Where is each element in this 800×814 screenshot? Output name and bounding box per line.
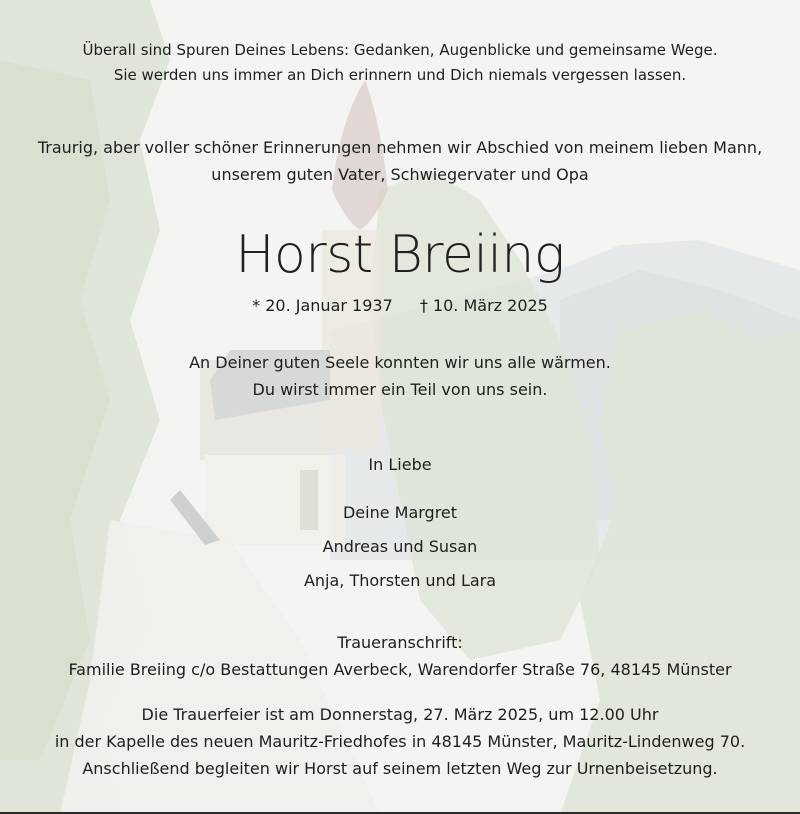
funeral-details bbox=[0, 701, 800, 782]
deceased-name: Horst Breiing bbox=[235, 225, 565, 285]
verse-line: Sie werden uns immer an Dich erinnern und Dich niemals vergessen lassen. bbox=[113, 66, 687, 84]
birth-date: * 20. Januar 1937 bbox=[252, 296, 393, 315]
opening-verse bbox=[0, 38, 800, 88]
death-date: † 10. März 2025 bbox=[419, 296, 548, 315]
quote-line: An Deiner guten Seele konnten wir uns alle wärmen. bbox=[189, 353, 611, 372]
family-member: Deine Margret bbox=[342, 503, 458, 522]
intro-line: unserem guten Vater, Schwiegervater und Opa bbox=[211, 165, 589, 184]
farewell-intro bbox=[0, 134, 800, 188]
ceremony-line: Die Trauerfeier ist am Donnerstag, 27. März 2025, um 12.00 Uhr bbox=[141, 705, 659, 724]
family-member: Andreas und Susan bbox=[322, 537, 478, 556]
ceremony-line: in der Kapelle des neuen Mauritz-Friedhofes in 48145 Münster, Mauritz-Lindenweg 70. bbox=[54, 732, 746, 751]
closing-phrase: In Liebe bbox=[368, 455, 432, 474]
verse-line: Überall sind Spuren Deines Lebens: Gedanken, Augenblicke und gemeinsame Wege. bbox=[82, 41, 718, 59]
mourning-address bbox=[0, 629, 800, 683]
memorial-quote bbox=[0, 349, 800, 403]
life-dates bbox=[0, 293, 800, 319]
family-member: Anja, Thorsten und Lara bbox=[303, 571, 497, 590]
ceremony-line: Anschließend begleiten wir Horst auf seinem letzten Weg zur Urnenbeisetzung. bbox=[82, 759, 718, 778]
family-signatures bbox=[0, 496, 800, 598]
quote-line: Du wirst immer ein Teil von uns sein. bbox=[252, 380, 548, 399]
intro-line: Traurig, aber voller schöner Erinnerungen nehmen wir Abschied von meinem lieben Mann, bbox=[37, 138, 763, 157]
address-label: Traueranschrift: bbox=[337, 633, 463, 652]
address-text: Familie Breiing c/o Bestattungen Averbeck, Warendorfer Straße 76, 48145 Münster bbox=[68, 660, 732, 679]
